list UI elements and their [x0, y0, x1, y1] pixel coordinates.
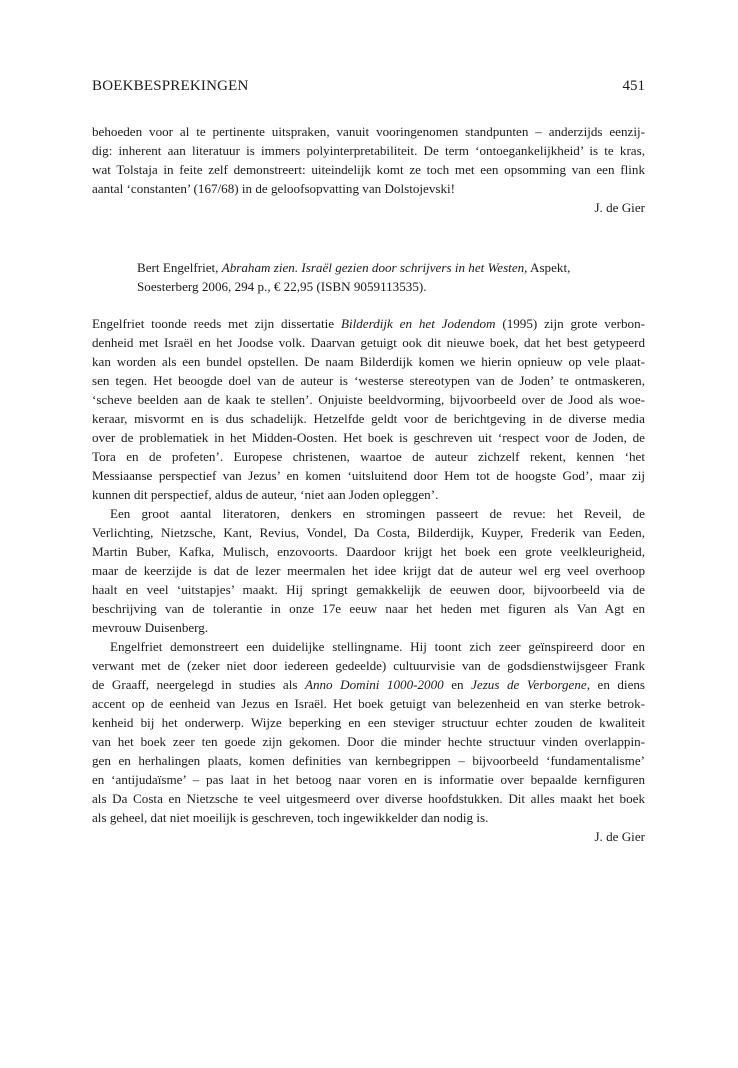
text-line: dig: inherent aan literatuur is immers polyinterpretabiliteit. De term ‘ontoegankelijkheid’ is te kras, — [92, 143, 645, 158]
text-line: kan worden als een bundel opstellen. De naam Bilderdijk komen we hierin opnieuw op vele plaat- — [92, 354, 645, 369]
citation-publisher: Aspekt, — [527, 260, 571, 275]
reviewer-signature: J. de Gier — [594, 829, 645, 844]
text-line: kunnen dit perspectief, aldus de auteur, ‘niet aan Joden opleggen’. — [92, 487, 439, 502]
text-line: wat Tolstaja in feite zelf demonstreert: uiteindelijk komt ze toch met een opsomming van een flink — [92, 162, 645, 177]
text-line: als geheel, dat niet moeilijk is geschreven, toch ingewikkelder dan nodig is. — [92, 810, 489, 825]
text-line: mevrouw Duisenberg. — [92, 620, 209, 635]
text-line: gen en herhalingen plaats, komen definities van kernbegrippen – bijvoorbeeld ‘fundamentalisme’ — [92, 753, 645, 768]
citation-line: Soesterberg 2006, 294 p., € 22,95 (ISBN 9059113535). — [137, 279, 427, 294]
reviewer-signature: J. de Gier — [594, 200, 645, 215]
text-line: keraar, misvormt en is dus schadelijk. Hetzelfde geldt voor de berichtgeving in de diverse media — [92, 411, 645, 426]
text-line: Messiaanse perspectief van Jezus’ en komen ‘uitsluitend door Hem tot de hoogste God’, maar zij — [92, 468, 645, 483]
text-line: Martin Buber, Kafka, Mulisch, enzovoorts. Daardoor krijgt het boek een grote veelkleurigheid, — [92, 544, 645, 559]
text-line: Een groot aantal literatoren, denkers en stromingen passeert de revue: het Reveil, de — [110, 506, 645, 521]
cited-title: Bilderdijk en het Jodendom — [340, 316, 496, 331]
text-line: aantal ‘constanten’ (167/68) in de geloofsopvatting van Dolstojevski! — [92, 181, 456, 196]
text-line: beschrijving van de tolerantie in onze 17e eeuw naar het heden met figuren als Van Agt en — [92, 601, 645, 616]
text-line: over de problematiek in het Midden-Oosten. Het boek is geschreven uit ‘respect voor de Joden, de — [92, 430, 645, 445]
text-line: maar de keerzijde is dat de lezer meermalen het idee krijgt dat de auteur wel erg veel overhoop — [92, 563, 645, 578]
text-line: haalt en veel ‘uitstapjes’ maakt. Hij springt gemakkelijk de eeuwen door, bijvoorbeeld via de — [92, 582, 645, 597]
book-citation — [137, 258, 646, 296]
review-body — [92, 314, 645, 846]
book-title: Abraham zien. Israël gezien door schrijvers in het Westen, — [221, 260, 528, 275]
text-line: van het boek zeer ten goede zijn gekomen. Door die minder hechte structuur vinden overlappin- — [92, 734, 645, 749]
text-span: Engelfriet toonde reeds met zijn dissertatie — [92, 316, 341, 331]
page-header — [92, 78, 645, 98]
text-line: verwant met de (zeker niet door iedereen gedeelde) cultuurvisie van de godsdienstwijsgeer Frank — [92, 658, 645, 673]
running-head: BOEKBESPREKINGEN — [92, 78, 249, 94]
citation-author: Bert Engelfriet, — [137, 260, 222, 275]
page-number: 451 — [622, 78, 645, 94]
cited-title: Anno Domini 1000-2000 — [304, 677, 444, 692]
text-line: accent op de eenheid van Jezus en Israël. Het boek getuigt van belezenheid en van sterke betrok- — [92, 696, 645, 711]
text-line: kenheid bij het onderwerp. Wijze beperking en een steviger structuur echter zouden de kwaliteit — [92, 715, 645, 730]
text-line: Engelfriet demonstreert een duidelijke stellingname. Hij toont zich zeer geïnspireerd door en — [110, 639, 645, 654]
cited-title: Jezus de Verborgene — [471, 677, 587, 692]
text-line: Verlichting, Nietzsche, Kant, Revius, Vondel, Da Costa, Bilderdijk, Kuyper, Frederik van Eeden, — [92, 525, 645, 540]
text-span: de Graaff, neergelegd in studies als — [92, 677, 305, 692]
text-line — [92, 314, 645, 333]
text-line: behoeden voor al te pertinente uitspraken, vanuit vooringenomen standpunten – anderzijds eenzij- — [92, 124, 645, 139]
text-span: (1995) zijn grote verbon- — [495, 316, 645, 331]
text-line: Tora en de profeten’. Europese christenen, waartoe de auteur zichzelf rekent, kennen ‘het — [92, 449, 645, 464]
text-line: en ‘antijudaïsme’ – pas laat in het betoog naar voren en is informatie over bepaalde kernfiguren — [92, 772, 645, 787]
citation-line — [137, 258, 646, 277]
previous-review-ending — [92, 122, 645, 217]
text-span: , en diens — [586, 677, 646, 692]
text-line: ‘scheve beelden aan de kaak te stellen’. Onjuiste beeldvorming, bijvoorbeeld over de Jood als woe- — [92, 392, 645, 407]
text-line: denheid met Israël en het Joodse volk. Daarvan getuigt ook dit nieuwe boek, dat het best getypeerd — [92, 335, 645, 350]
text-line: sen tegen. Het beoogde doel van de auteur is ‘westerse stereotypen van de Joden’ te ontmaskeren, — [92, 373, 645, 388]
text-span: en — [443, 677, 472, 692]
text-line — [92, 675, 645, 694]
text-line: als Da Costa en Nietzsche te veel uitgesmeerd over diverse hoofdstukken. Dit alles maakt het boek — [92, 791, 645, 806]
